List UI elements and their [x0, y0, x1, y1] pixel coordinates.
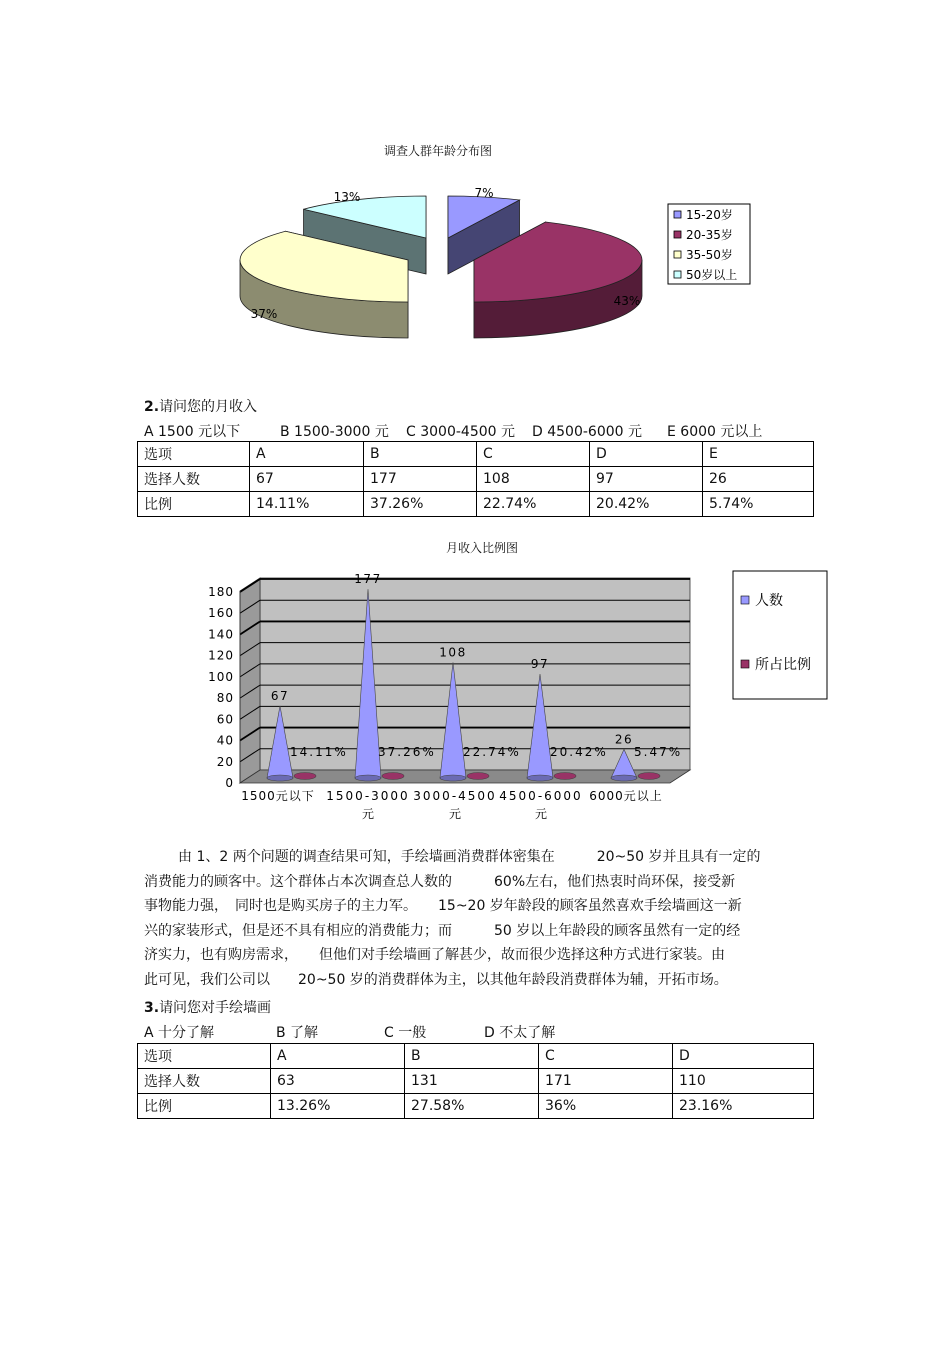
- cone-ratio-2: [382, 773, 404, 780]
- paragraph-line: 由 1、2 两个问题的调查结果可知，手绘墙画消费群体密集在 20~50 岁并且具有一定的: [178, 849, 761, 865]
- paragraph-line: 此可见，我们公司以 20~50 岁的消费群体为主，以其他年龄段消费群体为辅，开拓市场。: [144, 971, 728, 988]
- people-data-label: 26: [614, 732, 634, 747]
- bar-legend-label: 人数: [755, 593, 783, 609]
- pie-value-label: 7%: [474, 186, 494, 200]
- pie-value-label: 13%: [333, 190, 361, 204]
- table-cell: 13.26%: [271, 1094, 405, 1119]
- table-cell: 比例: [138, 1094, 271, 1119]
- bar-legend-swatch: [741, 596, 749, 604]
- pie-title: 调查人群年龄分布图: [384, 144, 493, 158]
- bar-title: 月收入比例图: [446, 541, 519, 555]
- table-cell: 22.74%: [477, 492, 590, 517]
- table-cell: B: [405, 1044, 539, 1069]
- y-tick-label: 120: [208, 648, 234, 663]
- y-tick-label: 140: [208, 627, 234, 642]
- table-cell: 26: [703, 467, 814, 492]
- pie-value-label: 43%: [613, 294, 641, 308]
- cone-base: [611, 775, 637, 781]
- cone-ratio-1: [294, 773, 316, 780]
- table-cell: 选项: [138, 442, 250, 467]
- paragraph-line: 事物能力强， 同时也是购买房子的主力军。 15~20 岁年龄段的顾客虽然喜欢手绘墙画这一新: [144, 898, 742, 914]
- table-cell: 5.74%: [703, 492, 814, 517]
- table-cell: 110: [673, 1069, 814, 1094]
- table-row: [138, 492, 814, 517]
- x-category-label: 4500-6000: [499, 789, 583, 803]
- q3-title: 请问您对手绘墙画: [159, 1000, 272, 1016]
- ratio-data-label: 22.74%: [463, 745, 521, 759]
- q2-title: 请问您的月收入: [159, 399, 258, 415]
- cone-ratio-4: [554, 773, 576, 780]
- q3-heading: [144, 997, 271, 1017]
- cone-ratio-5: [638, 773, 660, 780]
- pie-legend-label: 15-20岁: [686, 208, 733, 222]
- pie-legend-swatch: [674, 251, 681, 258]
- q3-option-b: B 了解: [276, 1025, 319, 1041]
- cone-ratio-3: [467, 773, 489, 780]
- table-cell: D: [673, 1044, 814, 1069]
- table-cell: E: [703, 442, 814, 467]
- y-tick-label: 180: [208, 585, 234, 599]
- table-cell: B: [364, 442, 477, 467]
- pie-legend-label: 50岁以上: [686, 268, 738, 282]
- paragraph-line: 济实力，也有购房需求， 但他们对手绘墙画了解甚少，故而很少选择这种方式进行家装。由: [144, 947, 725, 963]
- y-tick-label: 20: [216, 754, 234, 769]
- pie-chart: [0, 0, 950, 380]
- table-cell: 23.16%: [673, 1094, 814, 1119]
- pie-legend-label: 35-50岁: [686, 248, 733, 262]
- ratio-data-label: 5.47%: [634, 745, 683, 759]
- y-tick-label: 160: [208, 606, 234, 621]
- pie-legend-swatch: [674, 211, 681, 218]
- q2-option-c: C 3000-4500 元: [406, 424, 515, 440]
- table-cell: 20.42%: [590, 492, 703, 517]
- y-tick-label: 60: [216, 712, 234, 727]
- cone-base: [440, 775, 466, 781]
- table-cell: 27.58%: [405, 1094, 539, 1119]
- x-category-label-unit: 元: [534, 807, 548, 821]
- paragraph-line: 兴的家装形式，但是还不具有相应的消费能力；而 50 岁以上年龄段的顾客虽然有一定的经: [144, 922, 741, 939]
- cone-base: [355, 775, 381, 781]
- q2-heading: [144, 396, 257, 416]
- table-cell: 36%: [539, 1094, 673, 1119]
- table-cell: 108: [477, 467, 590, 492]
- table-row: [138, 1069, 814, 1094]
- table-cell: 37.26%: [364, 492, 477, 517]
- x-category-label: 6000元以上: [589, 789, 663, 803]
- pie-legend-label: 20-35岁: [686, 228, 733, 242]
- analysis-paragraph: [144, 845, 794, 992]
- x-category-label: 3000-4500: [413, 789, 497, 803]
- ratio-data-label: 20.42%: [550, 745, 608, 759]
- q2-options: [144, 421, 844, 439]
- q3-option-d: D 不太了解: [484, 1025, 556, 1041]
- table-cell: 177: [364, 467, 477, 492]
- table-row: [138, 467, 814, 492]
- table-cell: D: [590, 442, 703, 467]
- q2-option-b: B 1500-3000 元: [280, 424, 389, 440]
- x-category-label-unit: 元: [361, 807, 375, 821]
- people-data-label: 177: [354, 572, 382, 587]
- people-data-label: 67: [270, 688, 290, 703]
- table-cell: 14.11%: [250, 492, 364, 517]
- pie-value-label: 37%: [250, 307, 278, 321]
- ratio-data-label: 37.26%: [378, 745, 436, 759]
- y-tick-label: 0: [225, 776, 234, 790]
- table-cell: 比例: [138, 492, 250, 517]
- cone-base: [267, 775, 293, 781]
- q3-table: [137, 1043, 814, 1119]
- q2-number: 2.: [144, 399, 160, 415]
- x-category-label: 1500-3000: [326, 789, 410, 803]
- x-category-label-unit: 元: [448, 807, 462, 821]
- table-cell: 97: [590, 467, 703, 492]
- table-cell: 选择人数: [138, 1069, 271, 1094]
- table-cell: 63: [271, 1069, 405, 1094]
- table-row: [138, 1044, 814, 1069]
- x-category-label: 1500元以下: [241, 789, 315, 803]
- people-data-label: 97: [530, 657, 550, 672]
- plot-side-wall: [240, 578, 260, 783]
- q2-option-e: E 6000 元以上: [667, 424, 763, 440]
- table-cell: A: [271, 1044, 405, 1069]
- table-row: [138, 442, 814, 467]
- ratio-data-label: 14.11%: [290, 745, 348, 759]
- bar-chart: [0, 560, 950, 830]
- y-tick-label: 100: [208, 669, 234, 684]
- bar-legend-label: 所占比例: [755, 657, 811, 673]
- table-cell: C: [539, 1044, 673, 1069]
- cone-base: [527, 775, 553, 781]
- paragraph-line: 消费能力的顾客中。这个群体占本次调查总人数的 60%左右，他们热衷时尚环保，接受新: [144, 873, 736, 890]
- y-tick-label: 40: [216, 733, 234, 748]
- q2-option-a: A 1500 元以下: [144, 424, 241, 440]
- table-cell: 131: [405, 1069, 539, 1094]
- q3-options: [144, 1022, 844, 1040]
- pie-legend-swatch: [674, 231, 681, 238]
- bar-legend-box: [733, 571, 827, 699]
- q3-option-c: C 一般: [384, 1025, 427, 1041]
- table-cell: A: [250, 442, 364, 467]
- table-row: [138, 1094, 814, 1119]
- people-data-label: 108: [439, 645, 467, 660]
- table-cell: C: [477, 442, 590, 467]
- q3-option-a: A 十分了解: [144, 1025, 215, 1041]
- table-cell: 67: [250, 467, 364, 492]
- table-cell: 选择人数: [138, 467, 250, 492]
- pie-legend-swatch: [674, 271, 681, 278]
- table-cell: 171: [539, 1069, 673, 1094]
- q3-number: 3.: [144, 1000, 160, 1016]
- table-cell: 选项: [138, 1044, 271, 1069]
- bar-legend-swatch: [741, 660, 749, 668]
- q2-option-d: D 4500-6000 元: [532, 424, 642, 440]
- y-tick-label: 80: [216, 691, 234, 706]
- q2-table: [137, 441, 814, 517]
